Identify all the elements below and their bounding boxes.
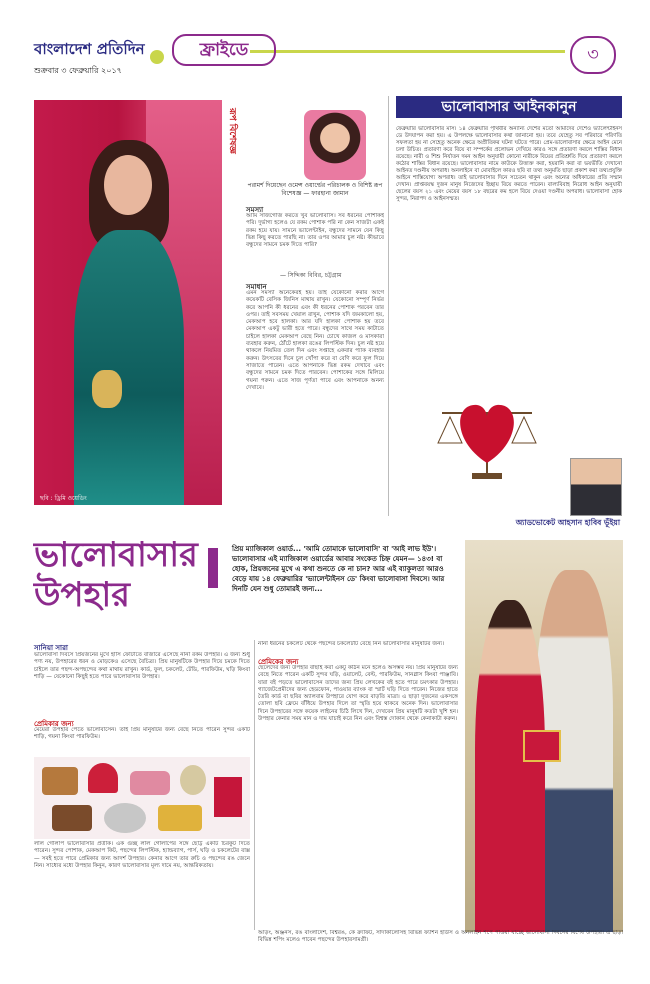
- gift-item: [130, 771, 170, 795]
- gift-item: [104, 803, 146, 833]
- consultant-photo: [304, 110, 366, 180]
- vertical-label: রূপ বিশেষজ্ঞ: [227, 108, 237, 154]
- subheading-boyfriend: প্রেমিকের জন্য: [258, 658, 299, 666]
- photo-face: [104, 155, 152, 215]
- solution-heading: সমাধান: [246, 283, 267, 291]
- gift-item: [52, 805, 92, 831]
- column-divider: [254, 640, 255, 930]
- gift-item: [88, 763, 118, 793]
- advice-caption: পরামর্শ দিয়েছেন ওমেন্স ওয়ার্ল্ডের পরিচালক ও বিশিষ্ট রূপ বিশেষজ্ঞ — ফারহানা জামান: [247, 182, 383, 197]
- page-number: ৩: [570, 36, 616, 74]
- photo-woman: [475, 600, 545, 932]
- laws-text: ফেব্রুয়ারি ভালোবাসার মাস। ১৪ ফেব্রুয়ারি পৃথিবীর অন্যান্য দেশের মতো আমাদের দেশেও ভ্যালেন্টাইনস ডে উদযাপন করা হয়। এ উপলক্ষে ভালোবাসার কথা জানানো হয়। তবে যেহেতু সব পরিবারে পরিণতি সফলতা হয় না সেহেতু অনেক ক্ষেত্রে অপ্রীতিকর ঘটনা ঘটতে পারে। প্রেম-ভালোবাসার ক্ষেত্রে আইন মেনে চলা উচিত। প্রতারণা করে বিয়ে বা সম্পর্কের প্রলোভন দেখিয়ে কারও সঙ্গে প্রতারণা করলে শাস্তির বিধান রয়েছে। নারী ও শিশু নির্যাতন দমন আইন অনুযায়ী কোনো নারীকে বিয়ের প্রতিশ্রুতি দিয়ে প্রতারণা করলে কঠোর শাস্তির বিধান রয়েছে। ভালোবাসার নামে কাউকে উত্ত্যক্ত করা, হয়রানি করা বা ভয়ভীতি দেখানো আইনত দণ্ডনীয় অপরাধ। অনলাইনে বা মোবাইলে কারও ছবি বা তথ্য অনুমতি ছাড়া প্রকাশ করা তথ্যপ্রযুক্তি আইনে শাস্তিযোগ্য অপরাধ। তাই ভালোবাসার দিনে সচেতন থাকুন এবং অন্যের অধিকারের প্রতি সম্মান দেখান। প্রাপ্তবয়স্ক দুজন মানুষ নিজেদের ইচ্ছায় বিয়ে করতে পারেন। বাল্যবিবাহ নিরোধ আইন অনুযায়ী ছেলের বয়স ২১ এবং মেয়ের বয়স ১৮ বছরের কম হলে বিয়ে দেওয়া দণ্ডনীয় অপরাধ। ভালোবাসা হোক সুন্দর, নিরাপদ ও আইনসম্মত।: [396, 126, 622, 202]
- subheading-girlfriend: প্রেমিকার জন্য: [34, 720, 74, 728]
- model-photo: [34, 100, 222, 505]
- gifts-intro: প্রিয় ম্যাজিকাল ওয়ার্ড... 'আমি তোমাকে ভালোবাসি' বা 'আই লাভ ইউ'। ভালোবাসার এই ম্যাজিকাল ওয়ার্ডের আবার সংকেত চিহ্ন যেমন— ১৪৩! বা হোক, প্রিয়জনের মুখে এ কথা শুনতে কে না চান? আর এই ব্যাকুলতা আরও বেড়ে যায় ১৪ ফেব্রুয়ারির 'ভ্যালেন্টাইনস ডে' কিংবা ভালোবাসা দিবসে। আর দিনটি যেন শুধু তোমারই জন্য...: [232, 545, 445, 593]
- photo-credit: ছবি : ড্রিমি ওয়েডিং: [40, 495, 87, 502]
- gifts-column1-text: ভালোবাসা দিবসে প্রিয়জনের মুখে হাসি ফোটাতে বাজারে এসেছে নানা রকম উপহার। এ জন্য শুধু পণ্য নয়, উপহারের ধরন ও মোড়কেও এসেছে বৈচিত্র্য। প্রিয় মানুষটিকে উপহার দিয়ে চমকে দিতে চাইলে তার পছন্দ-অপছন্দের কথা মাথায় রাখুন। কার্ড, ফুল, চকলেট, টেডি, পারফিউম, ঘড়ি কিংবা শাড়ি — যেকোনো কিছুই হতে পারে ভালোবাসার উপহার।: [34, 652, 250, 680]
- solution-text: এমন সমস্যা অনেকেরই হয়। তাই যেকোনো করার আগে কয়েকটি বেসিক জিনিস মাথায় রাখুন। যেকোনো সম্পূর্ণ নির্ভর করে আপনি কী ধরনের এবং কী ধরনের পোশাক পরবেন তার ওপর। তাই সবসময় খেয়াল রাখুন, পোশাক যদি জমকালো হয়, মেকআপ হবে হালকা। আর যদি হালকা পোশাক হয় তবে মেকআপ একটু ভারী হতে পারে। বন্ধুদের সাথে সময় কাটাতে চাইলে হালকা মেকআপ বেছে নিন। চোখে কাজল ও মাসকারা ব্যবহার করুন, ঠোঁটে হালকা রঙের লিপস্টিক দিন। চুল নষ্ট হয়ে থাকলে নিয়মিত তেল দিন এবং সপ্তাহে একবার প্যাক ব্যবহার করুন। উৎসবের দিনে চুল খোঁপা করে বা বেণি করে ফুল দিয়ে সাজাতে পারেন। এতে আপনাকে ভিন্ন রকম দেখাবে এবং বন্ধুদের সামনে চমক দিতে পারবেন। পোশাকের সঙ্গে মিলিয়ে গয়না পরুন। এতে সাজ পূর্ণতা পাবে এবং আপনাকে অনন্য দেখাবে।: [246, 290, 384, 391]
- gift-item: [214, 777, 242, 817]
- column-divider: [388, 96, 389, 516]
- gift-item: [158, 805, 202, 831]
- section-title: ফ্রাইডে: [172, 34, 276, 66]
- masthead: [34, 38, 145, 78]
- gifts-column2-text: ছেলেদের জন্য উপহার বাছাই করা একটু কঠিন মনে হলেও অসম্ভব নয়। প্রিয় মানুষটির জন্য বেছে নিতে পারেন একটি সুন্দর ঘড়ি, ওয়ালেট, বেল্ট, পারফিউম, সানগ্লাস কিংবা পাঞ্জাবি। যারা বই পড়তে ভালোবাসেন তাদের জন্য প্রিয় লেখকের বই হতে পারে চমৎকার উপহার। গ্যাজেটপ্রেমীদের জন্য হেডফোন, পাওয়ার ব্যাংক বা স্মার্ট ঘড়ি দিতে পারেন। নিজের হাতে তৈরি কার্ড বা ছবির অ্যালবাম উপহারে যোগ করে বাড়তি মাত্রা। এ ছাড়া দুজনের একসঙ্গে তোলা ছবি ফ্রেমে বাঁধিয়ে উপহার দিলে তা স্মৃতি হয়ে থাকবে অনেক দিন। ভালোবাসার দিনে উপহারের সঙ্গে কয়েক লাইনের চিঠি লিখে দিন, দেখবেন প্রিয় মানুষটি কতটা খুশি হন। উপহার কেনার সময় মান ও দাম যাচাই করে নিন এবং বিশ্বস্ত দোকান থেকে কেনাকাটা করুন।: [258, 665, 458, 723]
- publication-date: শুক্রবার ৩ ফেব্রুয়ারি ২০১৭: [34, 66, 122, 75]
- gifts-column1b-text: মেয়েরা উপহার পেতে ভালোবাসেন। তাই প্রিয় মানুষটির জন্য বেছে নিতে পারেন সুন্দর একটি শাড়ি, গয়না কিংবা পারফিউম।: [34, 727, 250, 741]
- problem-heading: সমস্যা: [246, 206, 264, 214]
- heart-scale-illustration: [432, 383, 542, 483]
- photo-dress: [74, 230, 184, 505]
- gift-item: [180, 765, 206, 795]
- laws-title: ভালোবাসার আইনকানুন: [396, 96, 622, 118]
- publication-name: বাংলাদেশ প্রতিদিন: [34, 40, 145, 58]
- gifts-collage: [34, 757, 250, 839]
- gifts-bottom-text: আড়ং, অঞ্জনস, রঙ বাংলাদেশ, বিশ্বরঙ, কে ক্র্যাফট, সাদাকালোসহ বিভিন্ন ফ্যাশন হাউস ও অনলাইন শপে পাওয়া যাচ্ছে ভালোবাসা দিবসের বিশেষ উপহার। এ ছাড়া বিভিন্ন শপিং মলেও পাবেন পছন্দের উপহারসামগ্রী।: [258, 930, 623, 944]
- lawyer-name: অ্যাডভোকেট আহসান হাবিব ভূঁইয়া: [515, 518, 620, 527]
- decorative-dot: [150, 50, 164, 64]
- couple-photo: [465, 540, 623, 932]
- problem-sender: — সিদ্দিকা বিবির, চট্টগ্রাম: [280, 272, 342, 279]
- problem-text: আমি সাজগোজ করতে খুব ভালোবাসি। সব ধরনের পোশাকই পরি। দুর্ভাগ্য হলেও যে রকম পোশাক পরি না কেন সাজটা একই রকম হয়ে যায়। সামনে ভ্যালেন্টাইন, বন্ধুদের সামনে যেন কিছু ভিন্ন কিছু করতে পারছি না। তার ওপর আমার চুল নষ্ট। কীভাবে বন্ধুদের সামনে চমক দিতে পারি?: [246, 213, 384, 249]
- gifts-title: ভালোবাসার উপহার: [34, 535, 198, 615]
- gifts-column2-top: নানা ধরনের চকলেট থেকে পছন্দের চকলেটটি বেছে নিন ভালোবাসার মানুষটির জন্য।: [258, 641, 445, 647]
- photo-purse: [92, 370, 122, 408]
- gifts-column1c-text: লাল গোলাপ ভালোবাসার প্রতীক। এক গুচ্ছ লাল গোলাপের সঙ্গে ছোট্ট একটি চিরকুট দিতে পারেন। সুন্দর পোশাক, মেকআপ কিট, পছন্দের লিপস্টিক, হ্যান্ডব্যাগ, পার্স, ঘড়ি ও চকলেটের বাক্স — সবই হতে পারে প্রেমিকার জন্য আদর্শ উপহার। কেনার আগে তার রুচি ও পছন্দের রঙ জেনে নিন। সাধ্যের মধ্যে উপহার কিনুন, কারণ ভালোবাসার মূল্য দামে নয়, আন্তরিকতায়।: [34, 841, 250, 869]
- gift-item: [42, 767, 78, 795]
- title-bar: [208, 548, 218, 588]
- lawyer-photo: [570, 458, 622, 516]
- photo-gift-box: [523, 730, 561, 762]
- header-rule: [250, 50, 565, 53]
- author-name: সানিয়া সারা: [34, 644, 68, 652]
